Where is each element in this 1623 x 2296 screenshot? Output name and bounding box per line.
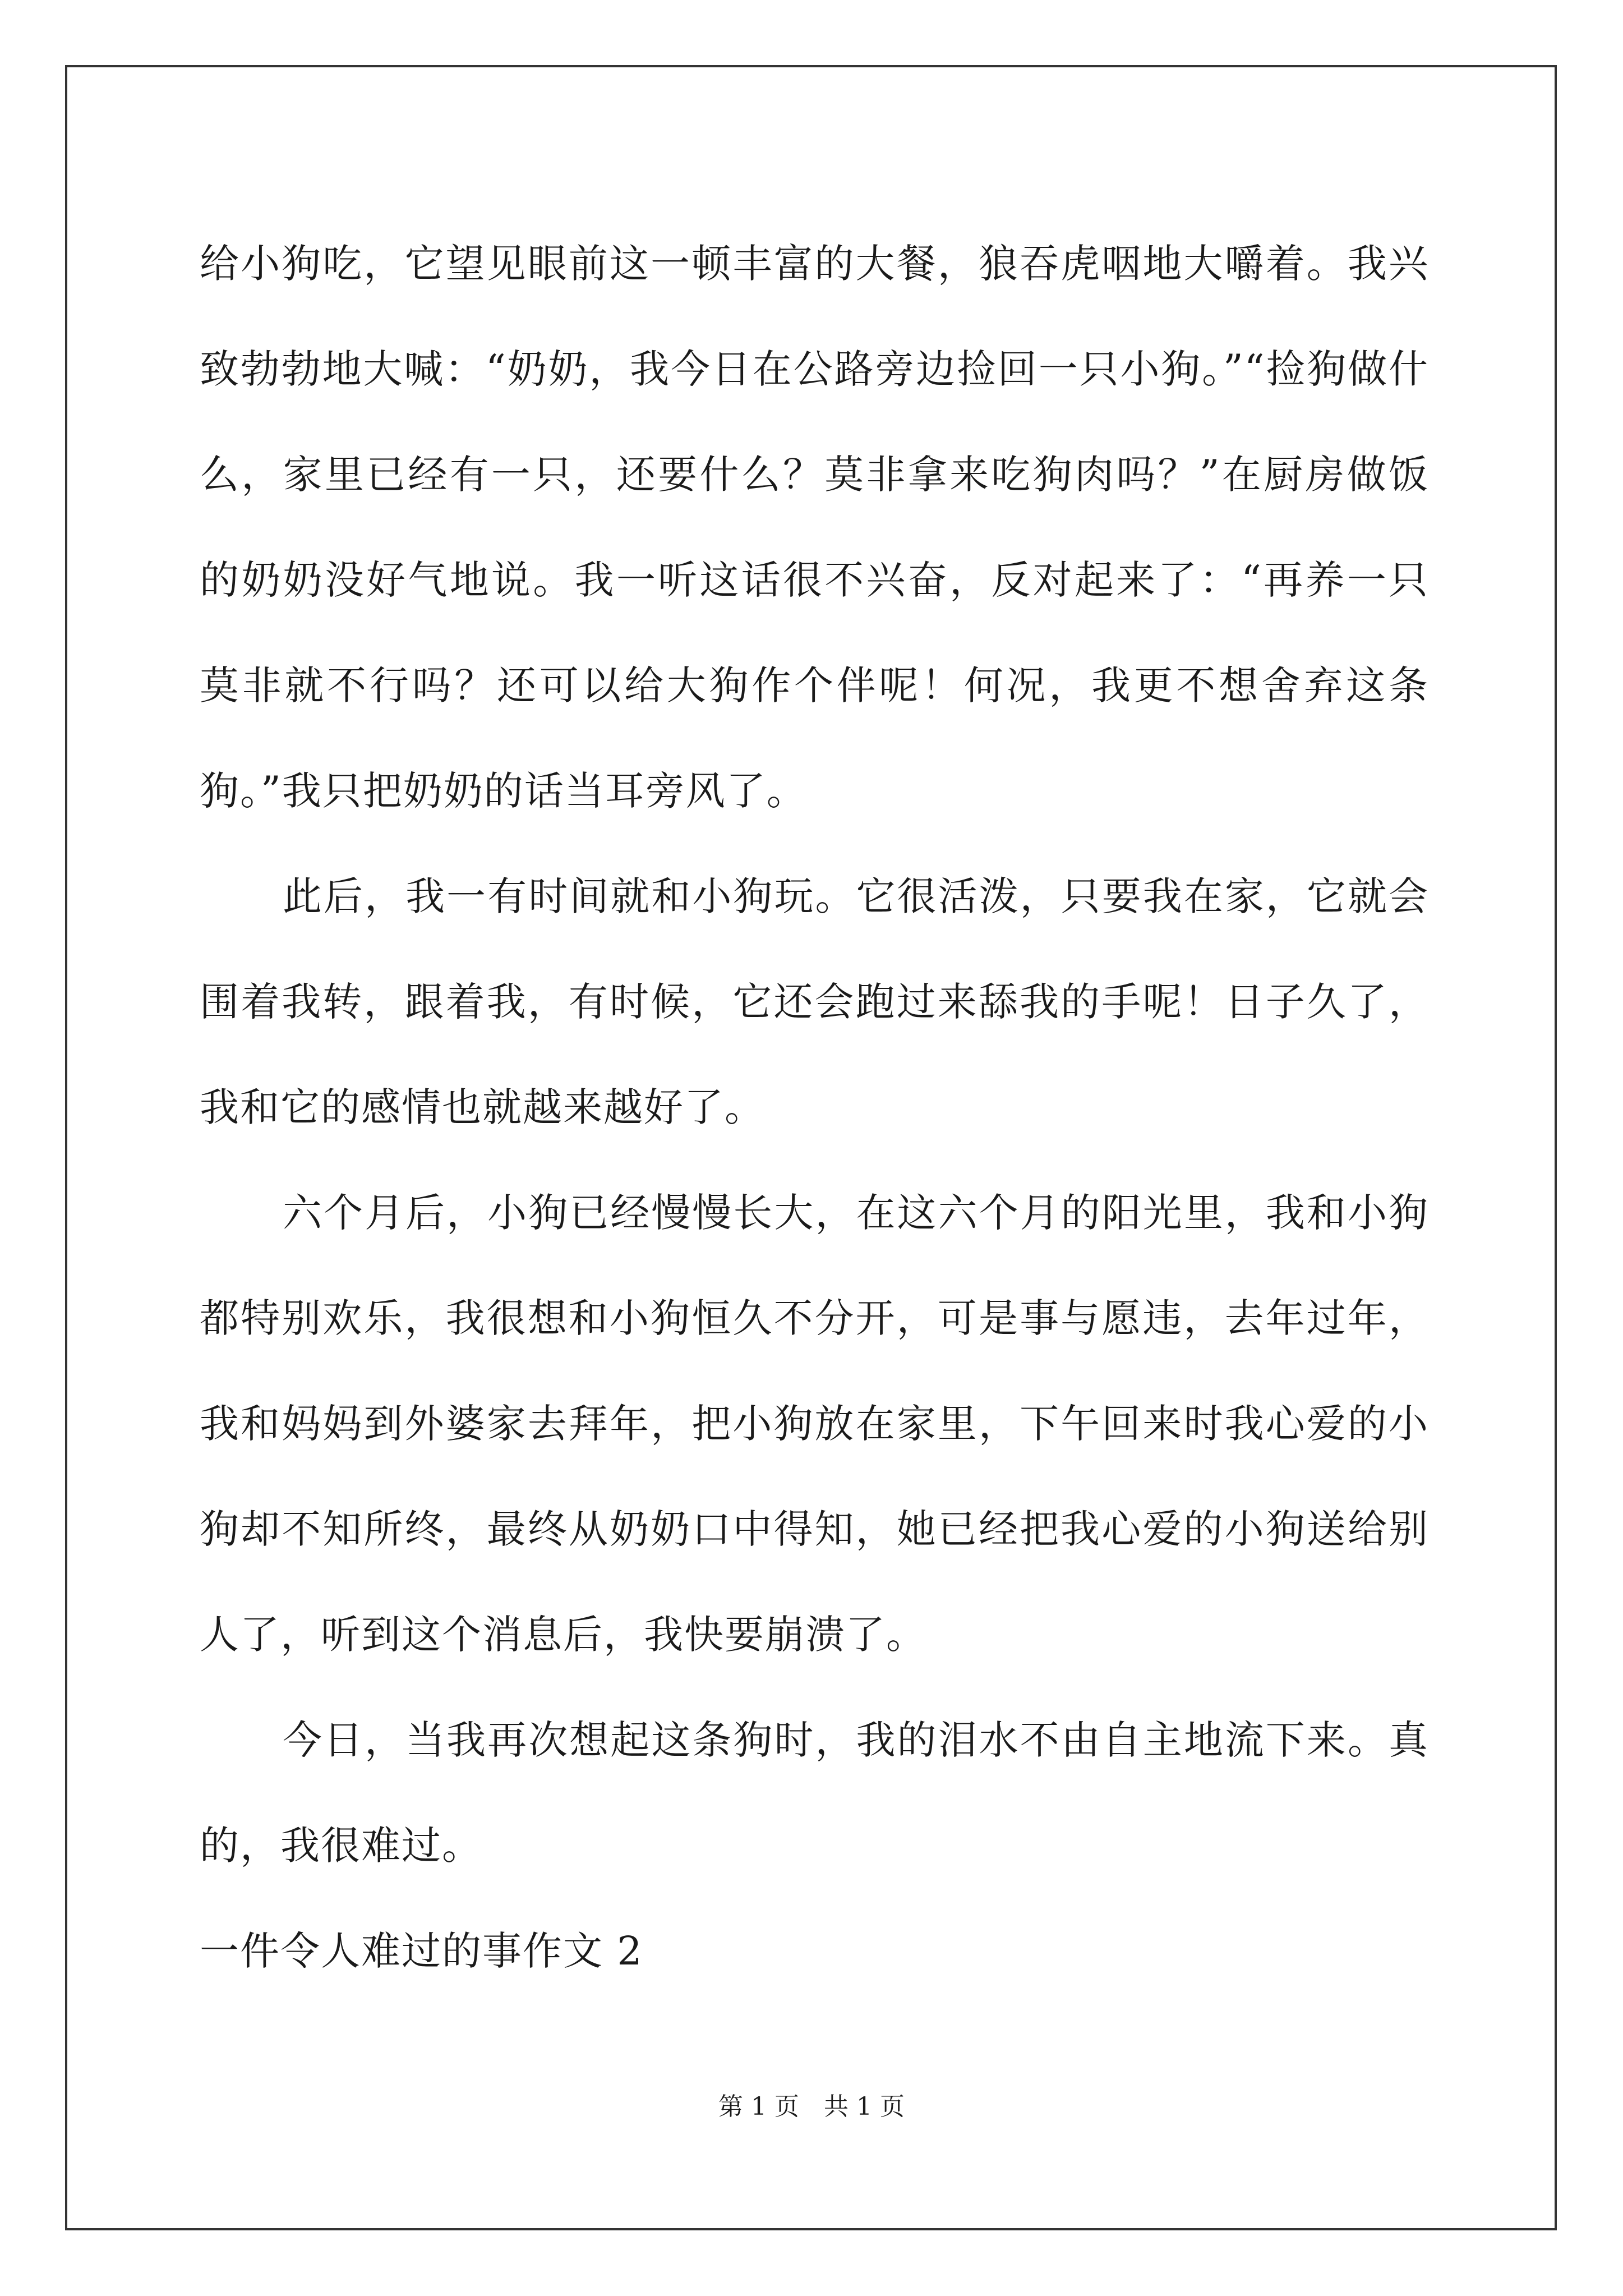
paragraph-2: 此后，我一有时间就和小狗玩。它很活泼，只要我在家，它就会围着我转，跟着我，有时候，它还会跑过来舔我的手呢！日子久了，我和它的感情也就越来越好了。: [200, 873, 1429, 1130]
paragraph-1: 给小狗吃，它望见眼前这一顿丰富的大餐，狼吞虎咽地大嚼着。我兴致勃勃地大喊：“奶奶，我今日在公路旁边捡回一只小狗。”“捡狗做什么，家里已经有一只，还要什么？莫非拿来吃狗肉吗？”在厨房做饭的奶奶没好气地说。我一听这话很不兴奋，反对起来了：“再养一只莫非就不行吗？还可以给大狗作个伴呢！何况，我更不想舍弃这条狗。”我只把奶奶的话当耳旁风了。: [200, 241, 1429, 814]
page-number-footer: 第 1 页 共 1 页: [718, 2092, 905, 2121]
section-heading: 一件令人难过的事作文 2: [200, 1928, 643, 1974]
document-body: [200, 211, 1429, 2004]
paragraph-4: 今日，当我再次想起这条狗时，我的泪水不由自主地流下来。真的，我很难过。: [200, 1717, 1429, 1869]
paragraph-3: 六个月后，小狗已经慢慢长大，在这六个月的阳光里，我和小狗都特别欢乐，我很想和小狗恒久不分开，可是事与愿违，去年过年，我和妈妈到外婆家去拜年，把小狗放在家里，下午回来时我心爱的小狗却不知所终，最终从奶奶口中得知，她已经把我心爱的小狗送给别人了，听到这个消息后，我快要崩溃了。: [200, 1190, 1429, 1658]
